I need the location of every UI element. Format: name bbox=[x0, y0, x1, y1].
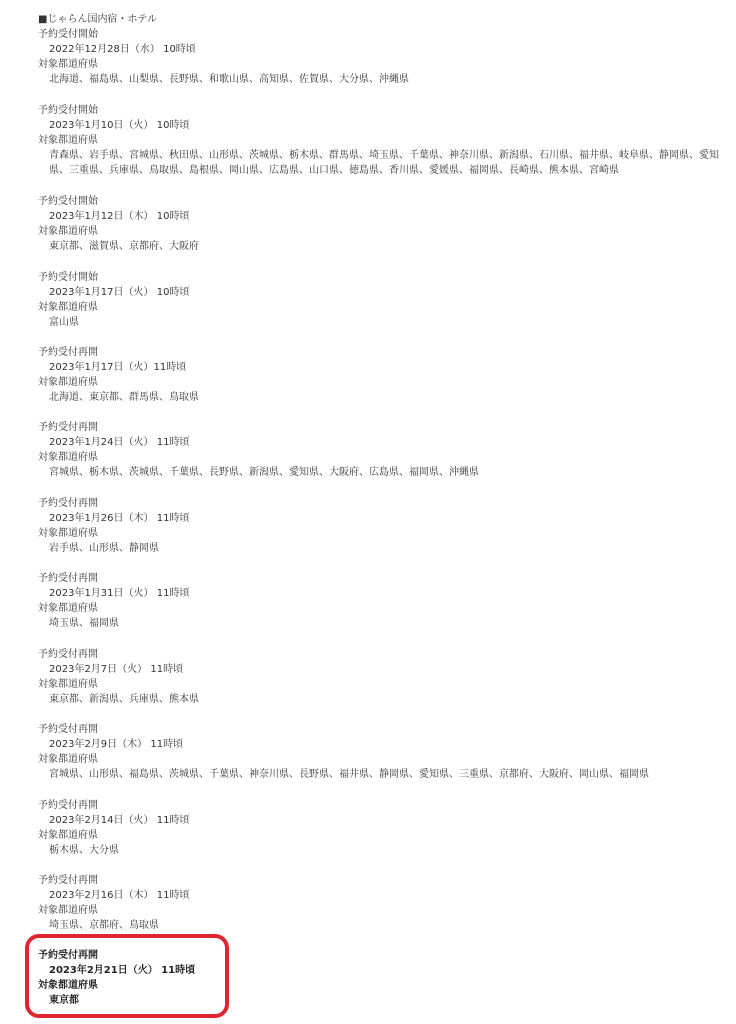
entry-regions: 東京都 bbox=[49, 995, 79, 1006]
entry-status: 予約受付再開 bbox=[38, 800, 98, 811]
schedule-entry-7 bbox=[38, 496, 728, 556]
entry-date: 2023年1月17日（火）11時頃 bbox=[49, 362, 187, 373]
entry-status: 予約受付開始 bbox=[38, 272, 98, 283]
entry-date: 2023年2月14日（火） 11時頃 bbox=[49, 815, 190, 826]
schedule-entry-12 bbox=[38, 873, 728, 933]
highlight-frame bbox=[25, 934, 229, 1018]
entry-regions: 富山県 bbox=[49, 317, 79, 328]
schedule-entry-4 bbox=[38, 270, 728, 330]
entry-region-label: 対象都道府県 bbox=[38, 528, 98, 539]
entry-status: 予約受付開始 bbox=[38, 105, 98, 116]
schedule-entry-11 bbox=[38, 798, 728, 858]
entry-region-label: 対象都道府県 bbox=[38, 452, 98, 463]
entry-date: 2023年1月17日（火） 10時頃 bbox=[49, 287, 190, 298]
section-heading: ■じゃらん国内宿・ホテル bbox=[38, 14, 157, 25]
entry-region-label: 対象都道府県 bbox=[38, 830, 98, 841]
entry-status: 予約受付再開 bbox=[38, 573, 98, 584]
entry-date: 2023年2月9日（木） 11時頃 bbox=[49, 739, 184, 750]
entry-date: 2023年1月10日（火） 10時頃 bbox=[49, 120, 190, 131]
entry-regions: 宮城県、山形県、福島県、茨城県、千葉県、神奈川県、長野県、福井県、静岡県、愛知県、三重県、京都府、大阪府、岡山県、福岡県 bbox=[49, 769, 649, 780]
entry-status: 予約受付開始 bbox=[38, 196, 98, 207]
entry-regions: 東京都、滋賀県、京都府、大阪府 bbox=[49, 241, 199, 252]
schedule-entry-10 bbox=[38, 722, 728, 782]
entry-date: 2023年2月16日（木） 11時頃 bbox=[49, 890, 190, 901]
entry-regions: 北海道、福島県、山梨県、長野県、和歌山県、高知県、佐賀県、大分県、沖縄県 bbox=[49, 74, 409, 85]
entry-region-label: 対象都道府県 bbox=[38, 377, 98, 388]
schedule-entry-1 bbox=[38, 27, 728, 87]
entry-date: 2023年2月21日（火） 11時頃 bbox=[49, 965, 196, 976]
entry-region-label: 対象都道府県 bbox=[38, 226, 98, 237]
entry-status: 予約受付再開 bbox=[38, 724, 98, 735]
entry-region-label: 対象都道府県 bbox=[38, 59, 98, 70]
entry-regions: 栃木県、大分県 bbox=[49, 845, 119, 856]
schedule-entry-9 bbox=[38, 647, 728, 707]
schedule-entry-8 bbox=[38, 571, 728, 631]
entry-region-label: 対象都道府県 bbox=[38, 302, 98, 313]
schedule-entry-2 bbox=[38, 103, 728, 178]
entry-region-label: 対象都道府県 bbox=[38, 135, 98, 146]
entry-regions: 北海道、東京都、群馬県、鳥取県 bbox=[49, 392, 199, 403]
entry-region-label: 対象都道府県 bbox=[38, 905, 98, 916]
schedule-entry-5 bbox=[38, 345, 728, 405]
entry-date: 2023年2月7日（火） 11時頃 bbox=[49, 664, 184, 675]
entry-region-label: 対象都道府県 bbox=[38, 679, 98, 690]
entry-region-label: 対象都道府県 bbox=[38, 603, 98, 614]
schedule-entry-3 bbox=[38, 194, 728, 254]
entry-regions: 東京都、新潟県、兵庫県、熊本県 bbox=[49, 694, 199, 705]
entry-date: 2023年1月26日（木） 11時頃 bbox=[49, 513, 190, 524]
entry-regions: 岩手県、山形県、静岡県 bbox=[49, 543, 159, 554]
entry-status: 予約受付再開 bbox=[38, 347, 98, 358]
entry-status: 予約受付再開 bbox=[38, 950, 98, 961]
schedule-entry-6 bbox=[38, 420, 728, 480]
entry-regions: 埼玉県、福岡県 bbox=[49, 618, 119, 629]
entry-status: 予約受付開始 bbox=[38, 29, 98, 40]
entry-status: 予約受付再開 bbox=[38, 422, 98, 433]
entry-date: 2023年1月31日（火） 11時頃 bbox=[49, 588, 190, 599]
entry-date: 2023年1月24日（火） 11時頃 bbox=[49, 437, 190, 448]
entry-region-label: 対象都道府県 bbox=[38, 754, 98, 765]
entry-date: 2023年1月12日（木） 10時頃 bbox=[49, 211, 190, 222]
entry-regions: 青森県、岩手県、宮城県、秋田県、山形県、茨城県、栃木県、群馬県、埼玉県、千葉県、神奈川県、新潟県、石川県、福井県、岐阜県、静岡県、愛知県、三重県、兵庫県、鳥取県、島根県、岡山県、広島県、山口県、徳島県、香川県、愛媛県、福岡県、長崎県、熊本県、宮崎県 bbox=[49, 150, 719, 176]
entry-regions: 埼玉県、京都府、鳥取県 bbox=[49, 920, 159, 931]
entry-regions: 宮城県、栃木県、茨城県、千葉県、長野県、新潟県、愛知県、大阪府、広島県、福岡県、沖縄県 bbox=[49, 467, 479, 478]
entry-region-label: 対象都道府県 bbox=[38, 980, 98, 991]
entry-status: 予約受付再開 bbox=[38, 649, 98, 660]
entry-status: 予約受付再開 bbox=[38, 498, 98, 509]
entry-status: 予約受付再開 bbox=[38, 875, 98, 886]
entry-date: 2022年12月28日（水） 10時頃 bbox=[49, 44, 196, 55]
